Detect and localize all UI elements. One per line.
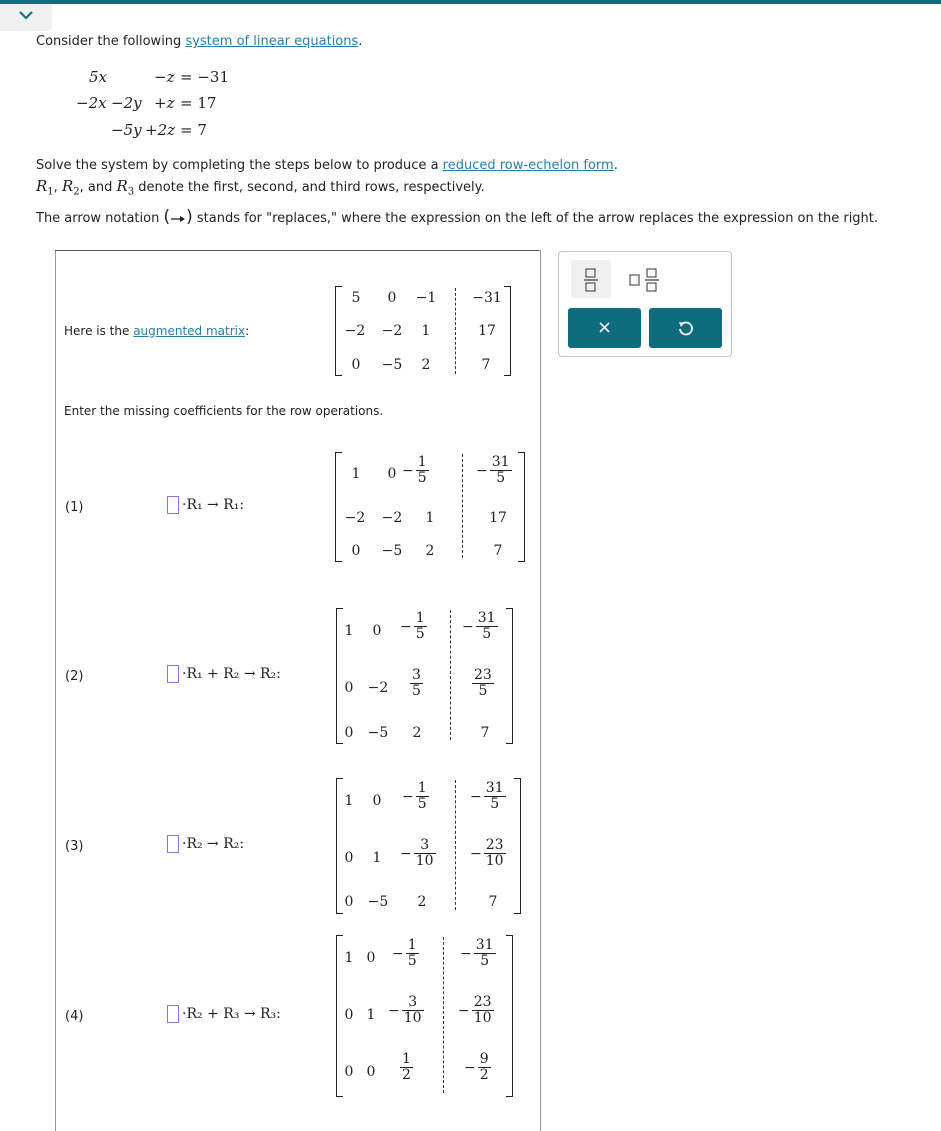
eq3-rhs: = 7 [180,121,207,139]
matrix-cell: 1 [425,510,435,526]
coefficient-input[interactable] [167,665,179,683]
matrix-cell [400,1052,413,1083]
clear-button[interactable]: × [568,308,641,348]
matrix-cell: 0 [366,1064,376,1080]
matrix-cell: 2 [421,357,431,373]
minus-sign: − [400,618,412,635]
matrix-cell: 0 [351,357,361,373]
fraction [484,781,506,812]
numerator: 1 [415,610,425,626]
matrix-cell: 1 [421,323,431,339]
top-accent-bar [0,0,941,4]
matrix-cell: 0 [344,680,354,696]
numerator: 1 [407,937,417,953]
rows-description: denote the first, second, and third rows, respectively. [134,180,485,195]
intro-text [36,34,362,49]
eq2-term-y: −2y [111,94,142,112]
step-2-operation [167,665,281,683]
eq2-term-x: −2x [76,94,107,112]
right-arrow-icon [170,214,186,224]
augment-divider [462,454,463,558]
r2-symbol: R [61,177,74,195]
matrix-cell [464,1052,491,1083]
matrix-cell: 7 [493,543,503,559]
matrix-cell: 1 [366,1007,376,1023]
matrix-cell [470,838,506,869]
matrix-cell: 0 [387,466,397,482]
separator-a: , [53,180,62,195]
denominator: 10 [415,853,434,869]
matrix-right-bracket [506,935,513,1097]
numerator: 3 [414,838,436,854]
operation-label: ·R₁ + R₂ → R₂: [182,666,281,682]
fraction [416,455,429,486]
eq1-term-z: −z [154,68,175,86]
matrix-cell: −31 [472,290,502,306]
reduced-row-echelon-form-link[interactable]: reduced row-echelon form [442,158,614,173]
augmented-matrix-link[interactable]: augmented matrix [133,324,246,338]
denominator: 10 [403,1010,422,1026]
minus-sign: − [464,1059,476,1076]
matrix-cell: 1 [372,850,382,866]
minus-sign: − [392,945,404,962]
mixed-number-button[interactable] [623,260,671,298]
fraction [472,995,494,1026]
matrix-cell: 1 [344,623,354,639]
denominator: 2 [402,1067,411,1083]
minus-sign: − [470,845,482,862]
matrix-cell: 7 [480,725,490,741]
fraction [402,995,424,1026]
augment-divider [455,288,456,374]
fraction [490,455,512,486]
undo-icon [677,319,695,337]
matrix-cell: 0 [366,950,376,966]
denominator: 5 [417,470,427,486]
matrix-cell: −5 [367,725,389,741]
r1-subscript: 1 [47,186,54,198]
step-4-operation [167,1005,281,1023]
denominator: 5 [478,683,488,699]
fraction [400,1052,413,1083]
matrix-cell: 2 [417,894,427,910]
matrix-cell [392,938,419,969]
step-number: (4) [65,1009,84,1024]
r3-subscript: 3 [127,186,135,198]
matrix-cell [460,938,496,969]
augment-divider [450,610,451,740]
numerator: 31 [491,454,510,470]
minus-sign: − [470,788,482,805]
augmented-matrix-caption [64,324,249,338]
matrix-cell: 0 [344,1007,354,1023]
matrix-cell [402,455,429,486]
matrix-cell: 1 [351,466,361,482]
eq2-rhs: = 17 [180,94,217,112]
matrix-right-bracket [514,778,521,914]
denominator: 10 [485,853,504,869]
r2-subscript: 2 [73,186,80,198]
matrix-cell: −2 [344,323,366,339]
denominator: 5 [415,626,425,642]
instructions-line3 [36,207,878,227]
numerator: 9 [479,1051,489,1067]
numerator: 1 [417,780,427,796]
operation-label: ·R₂ + R₃ → R₃: [182,1006,281,1022]
numerator: 31 [477,610,496,626]
denominator: 5 [482,626,492,642]
fraction [472,668,494,699]
denominator: 5 [480,953,490,969]
denominator: 5 [417,796,427,812]
matrix-cell: 7 [481,357,491,373]
matrix-cell: 5 [351,290,361,306]
matrix-cell [476,455,512,486]
step-1-operation [167,496,244,514]
step-number: (2) [65,669,84,684]
matrix-cell: −5 [367,894,389,910]
denominator: 5 [407,953,417,969]
system-of-linear-equations-link[interactable]: system of linear equations [185,34,359,49]
numerator: 3 [402,995,424,1011]
minus-sign: − [460,945,472,962]
step-number: (1) [65,500,84,515]
denominator: 5 [412,683,421,699]
eq3-term-z: +2z [145,121,176,139]
matrix-cell [470,781,506,812]
step-number: (3) [65,839,84,854]
numerator: 23 [474,667,492,683]
fraction [416,781,429,812]
augmented-prefix: Here is the [64,324,134,338]
matrix-cell: 1 [344,950,354,966]
instructions-line1-suffix: . [613,158,618,173]
matrix-cell: −1 [415,290,437,306]
coefficient-input[interactable] [167,835,179,853]
arrow-notation-suffix: stands for "replaces," where the expression on the left of the arrow replaces the expression on the right. [192,211,879,226]
numerator: 23 [485,837,504,853]
intro-suffix: . [358,34,363,49]
fraction [414,838,436,869]
matrix-cell [400,611,427,642]
operation-label: ·R₂ → R₂: [182,836,245,852]
matrix-cell: 0 [344,850,354,866]
fraction [484,838,506,869]
r1-symbol: R [36,177,48,195]
matrix-cell: 0 [387,290,397,306]
matrix-cell: −5 [381,543,403,559]
instructions-line2 [36,177,485,198]
matrix-cell: 0 [351,543,361,559]
matrix-cell: −2 [344,510,366,526]
arrow-notation-close: ) [186,207,193,227]
intro-prefix: Consider the following [36,34,186,49]
denominator: 5 [490,796,500,812]
matrix-cell: 7 [488,894,498,910]
matrix-left-bracket [335,452,342,562]
minus-sign: − [400,845,412,862]
matrix-cell [400,838,436,869]
matrix-cell: 0 [344,894,354,910]
matrix-cell: 2 [425,543,435,559]
fraction-button[interactable] [571,260,611,298]
matrix-cell [462,611,498,642]
matrix-cell: 1 [344,793,354,809]
matrix-cell [388,995,424,1026]
fraction [476,611,498,642]
denominator: 5 [496,470,506,486]
minus-sign: − [462,618,474,635]
matrix-cell: 2 [412,725,422,741]
numerator: 3 [412,667,421,683]
collapse-toggle[interactable] [0,4,52,31]
chevron-down-icon [19,11,33,20]
math-toolbox [558,251,732,357]
panel-top-border [55,250,539,251]
undo-button[interactable] [649,308,722,348]
separator-b: , and [79,180,117,195]
fraction [414,611,427,642]
mixed-number-icon [623,260,671,298]
enter-coefficients-text: Enter the missing coefficients for the row operations. [64,404,384,418]
matrix-cell: 0 [372,793,382,809]
fraction [410,668,423,699]
operation-label: ·R₁ → R₁: [182,497,245,513]
augment-divider [443,937,444,1093]
matrix-cell: −2 [381,323,403,339]
instructions-line1 [36,158,618,173]
numerator: 31 [485,780,504,796]
eq3-term-y: −5y [111,121,142,139]
matrix-right-bracket [506,608,513,744]
coefficient-input[interactable] [167,496,179,514]
matrix-cell: 17 [478,323,496,339]
fraction [406,938,419,969]
arrow-notation-icon: ( [163,207,171,227]
eq2-term-z: +z [154,94,175,112]
matrix-cell [472,668,494,699]
matrix-cell: −5 [381,357,403,373]
denominator: 2 [479,1067,489,1083]
matrix-cell [410,668,423,699]
fraction [474,938,496,969]
eq1-rhs: = −31 [180,68,229,86]
augmented-suffix: : [245,324,250,338]
numerator: 1 [417,454,427,470]
matrix-cell [402,781,429,812]
step-3-operation [167,835,244,853]
eq1-term-x: 5x [89,68,108,86]
fraction-icon [571,260,611,298]
minus-sign: − [476,462,488,479]
r3-symbol: R [116,177,128,195]
numerator: 23 [473,994,492,1010]
matrix-right-bracket [518,452,525,562]
matrix-cell: −2 [381,510,403,526]
arrow-notation-prefix: The arrow notation [36,211,164,226]
matrix-cell: 17 [489,510,507,526]
minus-sign: − [458,1002,470,1019]
matrix-cell: 0 [344,725,354,741]
instructions-line1-prefix: Solve the system by completing the steps below to produce a [36,158,443,173]
matrix-cell: −2 [367,680,389,696]
matrix-cell: 0 [372,623,382,639]
matrix-right-bracket [504,286,511,376]
coefficient-input[interactable] [167,1005,179,1023]
numerator: 1 [402,1051,411,1067]
minus-sign: − [402,788,414,805]
matrix-cell: 0 [344,1064,354,1080]
minus-sign: − [402,462,414,479]
fraction [478,1052,491,1083]
minus-sign: − [388,1002,400,1019]
denominator: 10 [473,1010,492,1026]
augment-divider [455,780,456,910]
numerator: 31 [475,937,494,953]
matrix-cell [458,995,494,1026]
